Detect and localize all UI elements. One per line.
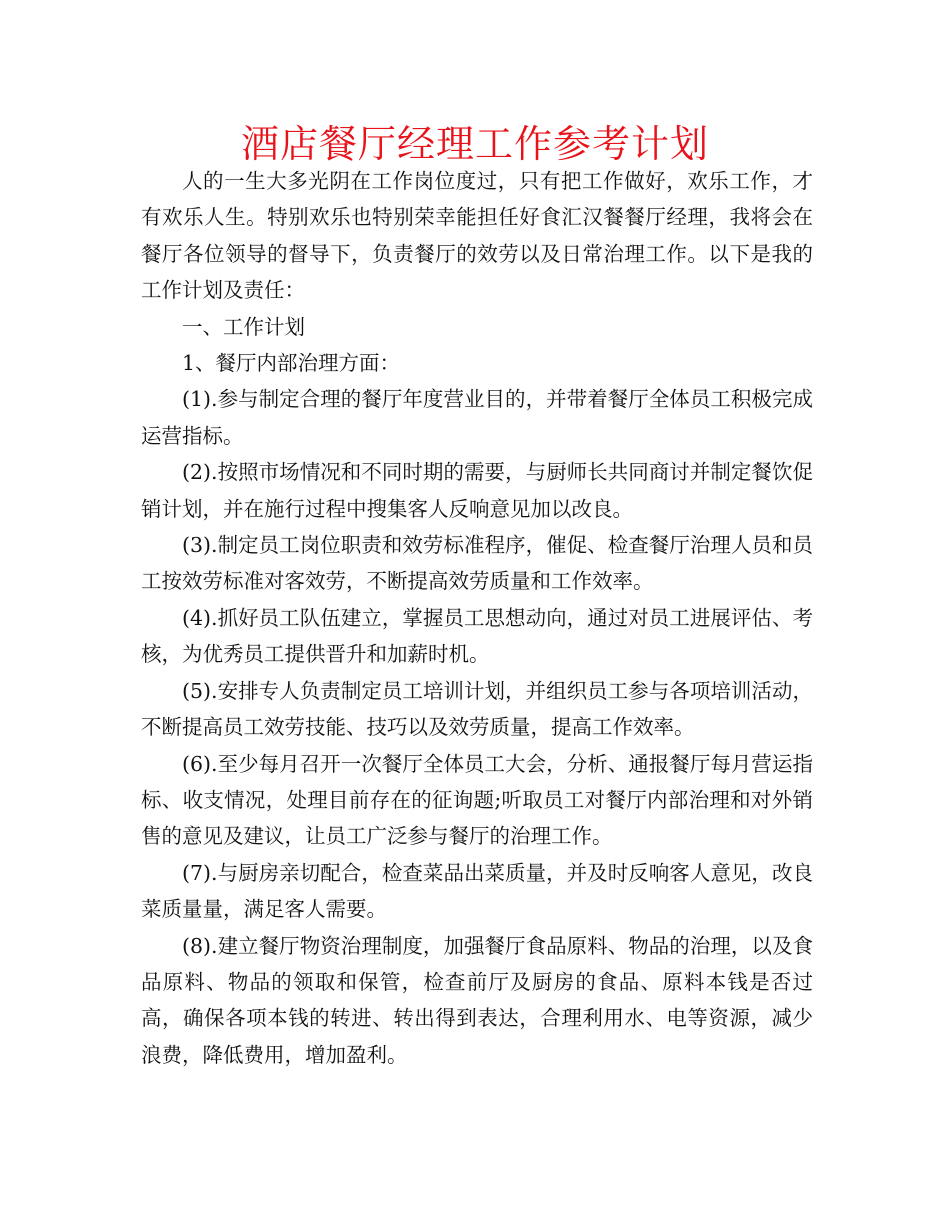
list-item-7: (7).与厨房亲切配合，检查菜品出菜质量，并及时反响客人意见，改良菜质量量，满足客人需要。	[141, 860, 813, 922]
list-item-3: (3).制定员工岗位职责和效劳标准程序，催促、检查餐厅治理人员和员工按效劳标准对客效劳，不断提高效劳质量和工作效率。	[141, 533, 813, 594]
list-item-2: (2).按照市场情况和不同时期的需要，与厨师长共同商讨并制定餐饮促销计划，并在施行过程中搜集客人反响意见加以改良。	[141, 460, 813, 521]
list-item-6: (6).至少每月召开一次餐厅全体员工大会，分析、通报餐厅每月营运指标、收支情况，处理目前存在的征询题;听取员工对餐厅内部治理和对外销售的意见及建议，让员工广泛参与餐厅的治理工作。	[141, 751, 813, 849]
subsection-heading-internal-management: 1、餐厅内部治理方面：	[182, 351, 401, 376]
list-item-4: (4).抓好员工队伍建立，掌握员工思想动向，通过对员工进展评估、考核，为优秀员工提供晋升和加薪时机。	[141, 605, 813, 667]
section-heading-work-plan: 一、工作计划	[182, 314, 305, 339]
list-item-1: (1).参与制定合理的餐厅年度营业目的，并带着餐厅全体员工积极完成运营指标。	[141, 387, 813, 448]
list-item-5: (5).安排专人负责制定员工培训计划，并组织员工参与各项培训活动，不断提高员工效劳技能、技巧以及效劳质量，提高工作效率。	[141, 678, 813, 740]
document-title: 酒店餐厅经理工作参考计划	[240, 122, 709, 166]
paragraph-intro: 人的一生大多光阴在工作岗位度过，只有把工作做好，欢乐工作，才有欢乐人生。特别欢乐也特别荣幸能担任好食汇汉餐餐厅经理，我将会在餐厅各位领导的督导下，负责餐厅的效劳以及日常治理工作。以下是我的工作计划及责任：	[141, 169, 813, 303]
list-item-8: (8).建立餐厅物资治理制度，加强餐厅食品原料、物品的治理，以及食品原料、物品的领取和保管，检查前厅及厨房的食品、原料本钱是否过高，确保各项本钱的转进、转出得到表达，合理利用水、电等资源，减少浪费，降低费用，增加盈利。	[141, 933, 813, 1067]
document-body	[141, 163, 813, 1073]
